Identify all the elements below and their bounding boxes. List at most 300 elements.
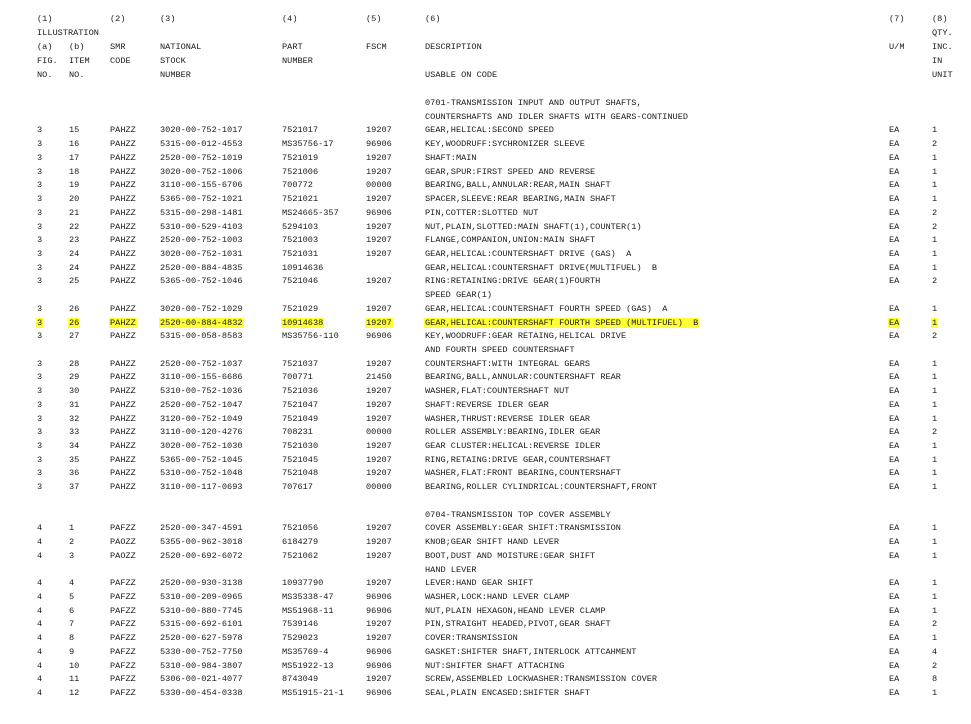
table-row bbox=[0, 552, 971, 566]
cell-fig-no: 3 bbox=[37, 386, 43, 397]
cell-part-number: 7539146 bbox=[282, 619, 319, 630]
cell-smr-code: PAHZZ bbox=[110, 262, 136, 273]
cell-quantity: 2 bbox=[932, 619, 938, 630]
header-col7-num: (7) bbox=[889, 14, 905, 24]
cell-smr-code: PAFZZ bbox=[110, 633, 136, 644]
cell-fscm: 96906 bbox=[366, 207, 392, 218]
cell-description: BOOT,DUST AND MOISTURE:GEAR SHIFT bbox=[425, 550, 596, 561]
cell-national-stock-number: 3020-00-752-1031 bbox=[160, 248, 243, 259]
cell-national-stock-number: 5330-00-454-0338 bbox=[160, 688, 243, 698]
cell-smr-code: PAOZZ bbox=[110, 537, 136, 547]
header-col3-num: (3) bbox=[160, 14, 176, 24]
table-row bbox=[0, 648, 971, 662]
header-description: DESCRIPTION bbox=[425, 42, 482, 52]
header-qty: QTY. bbox=[932, 28, 953, 38]
cell-national-stock-number: 5310-00-880-7745 bbox=[160, 605, 243, 616]
cell-smr-code: PAFZZ bbox=[110, 578, 136, 589]
cell-quantity: 1 bbox=[932, 358, 938, 369]
cell-fscm: 96906 bbox=[366, 660, 392, 671]
cell-description: 0704-TRANSMISSION TOP COVER ASSEMBLY bbox=[425, 509, 611, 520]
cell-fig-no: 4 bbox=[37, 633, 43, 644]
cell-fscm: 96906 bbox=[366, 605, 392, 616]
cell-fig-no: 3 bbox=[37, 413, 43, 424]
table-row bbox=[0, 346, 971, 360]
cell-description: LEVER:HAND GEAR SHIFT bbox=[425, 578, 534, 589]
table-row bbox=[0, 469, 971, 483]
cell-item-no: 24 bbox=[69, 248, 80, 259]
cell-description: GEAR CLUSTER:HELICAL:REVERSE IDLER bbox=[425, 441, 601, 451]
cell-quantity: 1 bbox=[932, 688, 938, 698]
cell-smr-code: PAHZZ bbox=[110, 139, 136, 150]
cell-quantity: 1 bbox=[932, 180, 938, 191]
cell-national-stock-number: 3110-00-155-6706 bbox=[160, 180, 243, 191]
table-row bbox=[0, 675, 971, 689]
cell-smr-code: PAFZZ bbox=[110, 523, 136, 534]
cell-unit-of-measure: EA bbox=[889, 358, 900, 369]
header-item: ITEM bbox=[69, 56, 90, 66]
cell-description: SPEED GEAR(1) bbox=[425, 290, 493, 301]
cell-quantity: 1 bbox=[932, 413, 938, 424]
cell-fscm: 19207 bbox=[366, 399, 392, 410]
cell-description: SPACER,SLEEVE:REAR BEARING,MAIN SHAFT bbox=[425, 194, 616, 204]
table-row bbox=[0, 154, 971, 168]
cell-quantity: 1 bbox=[932, 166, 938, 177]
cell-smr-code: PAFZZ bbox=[110, 619, 136, 630]
table-row bbox=[0, 483, 971, 497]
cell-fig-no: 4 bbox=[37, 674, 43, 685]
cell-part-number: 7521036 bbox=[282, 386, 319, 397]
cell-item-no: 21 bbox=[69, 207, 80, 218]
cell-quantity: 2 bbox=[932, 207, 938, 218]
cell-description: KEY,WOODRUFF:GEAR RETAING,HELICAL DRIVE bbox=[425, 331, 627, 342]
cell-unit-of-measure: EA bbox=[889, 139, 900, 150]
cell-unit-of-measure: EA bbox=[889, 591, 900, 602]
cell-quantity: 1 bbox=[932, 468, 938, 479]
header-fig-no: NO. bbox=[37, 70, 53, 80]
table-row bbox=[0, 415, 971, 429]
cell-unit-of-measure: EA bbox=[889, 688, 900, 698]
cell-national-stock-number: 3110-00-120-4276 bbox=[160, 427, 243, 438]
table-row bbox=[0, 332, 971, 346]
cell-description: RING:RETAINING:DRIVE GEAR(1)FOURTH bbox=[425, 276, 601, 287]
cell-quantity: 1 bbox=[932, 523, 938, 534]
table-row bbox=[0, 497, 971, 511]
cell-national-stock-number: 5365-00-752-1021 bbox=[160, 194, 243, 204]
cell-item-no: 34 bbox=[69, 441, 80, 451]
cell-fscm: 19207 bbox=[366, 454, 392, 465]
cell-item-no: 15 bbox=[69, 125, 80, 136]
cell-national-stock-number: 3020-00-752-1029 bbox=[160, 303, 243, 314]
cell-national-stock-number: 5365-00-752-1046 bbox=[160, 276, 243, 287]
cell-part-number: 7521056 bbox=[282, 523, 319, 534]
cell-unit-of-measure: EA bbox=[889, 605, 900, 616]
cell-national-stock-number: 5315-00-012-4553 bbox=[160, 139, 243, 150]
cell-part-number: 7521003 bbox=[282, 235, 319, 246]
cell-unit-of-measure: EA bbox=[889, 194, 900, 204]
cell-item-no: 28 bbox=[69, 358, 80, 369]
cell-smr-code: PAHZZ bbox=[110, 125, 136, 136]
cell-fig-no: 3 bbox=[37, 441, 43, 451]
cell-unit-of-measure: EA bbox=[889, 441, 900, 451]
cell-unit-of-measure: EA bbox=[889, 578, 900, 589]
cell-quantity: 1 bbox=[932, 248, 938, 259]
cell-unit-of-measure: EA bbox=[889, 468, 900, 479]
cell-national-stock-number: 5355-00-962-3018 bbox=[160, 537, 243, 547]
cell-smr-code: PAFZZ bbox=[110, 646, 136, 657]
cell-unit-of-measure: EA bbox=[889, 125, 900, 136]
cell-part-number: 7521049 bbox=[282, 413, 319, 424]
cell-national-stock-number: 2520-00-884-4832 bbox=[160, 317, 243, 328]
header-fscm: FSCM bbox=[366, 42, 387, 52]
table-row bbox=[0, 387, 971, 401]
cell-national-stock-number: 3020-00-752-1006 bbox=[160, 166, 243, 177]
header-inc: INC. bbox=[932, 42, 953, 52]
cell-unit-of-measure: EA bbox=[889, 262, 900, 273]
cell-description: GEAR,HELICAL:SECOND SPEED bbox=[425, 125, 554, 136]
cell-national-stock-number: 5365-00-752-1045 bbox=[160, 454, 243, 465]
cell-unit-of-measure: EA bbox=[889, 660, 900, 671]
cell-item-no: 31 bbox=[69, 399, 80, 410]
cell-smr-code: PAFZZ bbox=[110, 660, 136, 671]
cell-smr-code: PAHZZ bbox=[110, 386, 136, 397]
cell-smr-code: PAHZZ bbox=[110, 235, 136, 246]
cell-description: BEARING,BALL,ANNULAR:REAR,MAIN SHAFT bbox=[425, 180, 611, 191]
cell-quantity: 2 bbox=[932, 139, 938, 150]
header-line-3 bbox=[0, 43, 971, 57]
cell-part-number: 7521046 bbox=[282, 276, 319, 287]
cell-description: COUNTERSHAFT:WITH INTEGRAL GEARS bbox=[425, 358, 591, 369]
cell-part-number: 7521029 bbox=[282, 303, 319, 314]
cell-national-stock-number: 2520-00-752-1019 bbox=[160, 152, 243, 163]
header-col2-num: (2) bbox=[110, 14, 126, 24]
cell-item-no: 2 bbox=[69, 537, 75, 547]
cell-national-stock-number: 2520-00-627-5978 bbox=[160, 633, 243, 644]
table-row bbox=[0, 277, 971, 291]
cell-quantity: 1 bbox=[932, 125, 938, 136]
cell-description: FLANGE,COMPANION,UNION:MAIN SHAFT bbox=[425, 235, 596, 246]
cell-item-no: 1 bbox=[69, 523, 75, 534]
cell-smr-code: PAHZZ bbox=[110, 152, 136, 163]
cell-item-no: 29 bbox=[69, 372, 80, 383]
cell-item-no: 26 bbox=[69, 317, 80, 328]
cell-part-number: 7521017 bbox=[282, 125, 319, 136]
cell-quantity: 1 bbox=[932, 399, 938, 410]
cell-part-number: 8743049 bbox=[282, 674, 319, 685]
cell-unit-of-measure: EA bbox=[889, 399, 900, 410]
cell-fscm: 19207 bbox=[366, 633, 392, 644]
cell-smr-code: PAHZZ bbox=[110, 454, 136, 465]
cell-national-stock-number: 5310-00-752-1036 bbox=[160, 386, 243, 397]
table-row bbox=[0, 373, 971, 387]
cell-fscm: 96906 bbox=[366, 646, 392, 657]
table-row bbox=[0, 620, 971, 634]
cell-fscm: 19207 bbox=[366, 166, 392, 177]
cell-unit-of-measure: EA bbox=[889, 303, 900, 314]
cell-fig-no: 4 bbox=[37, 578, 43, 589]
cell-national-stock-number: 5310-00-209-0965 bbox=[160, 591, 243, 602]
cell-smr-code: PAOZZ bbox=[110, 550, 136, 561]
table-row bbox=[0, 662, 971, 676]
cell-fig-no: 3 bbox=[37, 152, 43, 163]
cell-quantity: 1 bbox=[932, 591, 938, 602]
header-line-2 bbox=[0, 29, 971, 43]
cell-smr-code: PAHZZ bbox=[110, 482, 136, 493]
cell-fscm: 19207 bbox=[366, 125, 392, 136]
cell-quantity: 1 bbox=[932, 303, 938, 314]
cell-part-number: 7521031 bbox=[282, 248, 319, 259]
cell-national-stock-number: 3020-00-752-1030 bbox=[160, 441, 243, 451]
cell-description: 0701-TRANSMISSION INPUT AND OUTPUT SHAFTS, bbox=[425, 98, 642, 108]
cell-item-no: 3 bbox=[69, 550, 75, 561]
cell-description: AND FOURTH SPEED COUNTERSHAFT bbox=[425, 345, 575, 355]
cell-fscm: 19207 bbox=[366, 441, 392, 451]
cell-fscm: 96906 bbox=[366, 591, 392, 602]
cell-smr-code: PAHZZ bbox=[110, 276, 136, 287]
cell-unit-of-measure: EA bbox=[889, 331, 900, 342]
table-row bbox=[0, 538, 971, 552]
cell-quantity: 4 bbox=[932, 646, 938, 657]
cell-description: NUT:SHIFTER SHAFT ATTACHING bbox=[425, 660, 565, 671]
cell-smr-code: PAHZZ bbox=[110, 413, 136, 424]
table-row bbox=[0, 442, 971, 456]
cell-description: WASHER,FLAT:COUNTERSHAFT NUT bbox=[425, 386, 570, 397]
cell-item-no: 5 bbox=[69, 591, 75, 602]
cell-item-no: 6 bbox=[69, 605, 75, 616]
cell-fig-no: 3 bbox=[37, 248, 43, 259]
cell-national-stock-number: 5315-00-692-6101 bbox=[160, 619, 243, 630]
header-item-no: NO. bbox=[69, 70, 85, 80]
cell-part-number: 700772 bbox=[282, 180, 313, 191]
cell-part-number: 7521037 bbox=[282, 358, 319, 369]
cell-quantity: 2 bbox=[932, 331, 938, 342]
cell-description: SCREW,ASSEMBLED LOCKWASHER:TRANSMISSION COVER bbox=[425, 674, 658, 685]
cell-national-stock-number: 3120-00-752-1049 bbox=[160, 413, 243, 424]
cell-part-number: 7521019 bbox=[282, 152, 319, 163]
cell-national-stock-number: 3020-00-752-1017 bbox=[160, 125, 243, 136]
cell-quantity: 2 bbox=[932, 221, 938, 232]
cell-description: SHAFT:MAIN bbox=[425, 152, 477, 163]
cell-item-no: 16 bbox=[69, 139, 80, 150]
cell-fig-no: 4 bbox=[37, 646, 43, 657]
cell-quantity: 1 bbox=[932, 454, 938, 465]
cell-description: SEAL,PLAIN ENCASED:SHIFTER SHAFT bbox=[425, 688, 591, 698]
cell-unit-of-measure: EA bbox=[889, 537, 900, 547]
cell-fig-no: 4 bbox=[37, 550, 43, 561]
cell-description: COVER ASSEMBLY:GEAR SHIFT:TRANSMISSION bbox=[425, 523, 621, 534]
cell-national-stock-number: 5330-00-752-7750 bbox=[160, 646, 243, 657]
cell-fscm: 19207 bbox=[366, 303, 392, 314]
cell-quantity: 2 bbox=[932, 660, 938, 671]
header-col8-num: (8) bbox=[932, 14, 948, 24]
cell-quantity: 2 bbox=[932, 276, 938, 287]
cell-unit-of-measure: EA bbox=[889, 386, 900, 397]
cell-smr-code: PAFZZ bbox=[110, 605, 136, 616]
cell-fig-no: 3 bbox=[37, 372, 43, 383]
cell-unit-of-measure: EA bbox=[889, 413, 900, 424]
cell-quantity: 1 bbox=[932, 386, 938, 397]
cell-fscm: 19207 bbox=[366, 468, 392, 479]
header-col1-num: (1) bbox=[37, 14, 53, 24]
cell-description: SHAFT:REVERSE IDLER GEAR bbox=[425, 399, 549, 410]
header-unit: UNIT bbox=[932, 70, 953, 80]
cell-description: KNOB;GEAR SHIFT HAND LEVER bbox=[425, 537, 560, 547]
cell-smr-code: PAHZZ bbox=[110, 207, 136, 218]
header-b: (b) bbox=[69, 42, 85, 52]
cell-part-number: MS24665-357 bbox=[282, 207, 339, 218]
header-um: U/M bbox=[889, 42, 905, 52]
cell-unit-of-measure: EA bbox=[889, 248, 900, 259]
cell-unit-of-measure: EA bbox=[889, 221, 900, 232]
table-row bbox=[0, 566, 971, 580]
cell-smr-code: PAHZZ bbox=[110, 331, 136, 342]
cell-part-number: 7521062 bbox=[282, 550, 319, 561]
cell-fig-no: 3 bbox=[37, 399, 43, 410]
cell-national-stock-number: 2520-00-692-6072 bbox=[160, 550, 243, 561]
table-row bbox=[0, 607, 971, 621]
cell-fscm: 19207 bbox=[366, 317, 392, 328]
cell-part-number: 7521021 bbox=[282, 194, 319, 204]
cell-national-stock-number: 5315-00-298-1481 bbox=[160, 207, 243, 218]
cell-item-no: 4 bbox=[69, 578, 75, 589]
header-line-4 bbox=[0, 57, 971, 71]
cell-quantity: 1 bbox=[932, 537, 938, 547]
cell-fig-no: 3 bbox=[37, 180, 43, 191]
cell-description: RING,RETAING:DRIVE GEAR,COUNTERSHAFT bbox=[425, 454, 611, 465]
cell-fscm: 19207 bbox=[366, 235, 392, 246]
header-smr: SMR bbox=[110, 42, 126, 52]
table-row bbox=[0, 360, 971, 374]
cell-fig-no: 4 bbox=[37, 619, 43, 630]
cell-quantity: 1 bbox=[932, 235, 938, 246]
cell-item-no: 8 bbox=[69, 633, 75, 644]
table-row bbox=[0, 524, 971, 538]
cell-national-stock-number: 5306-00-021-4077 bbox=[160, 674, 243, 685]
cell-fscm: 96906 bbox=[366, 331, 392, 342]
header-usable-on-code: USABLE ON CODE bbox=[425, 70, 498, 80]
cell-item-no: 37 bbox=[69, 482, 80, 493]
cell-smr-code: PAHZZ bbox=[110, 399, 136, 410]
cell-national-stock-number: 5310-00-529-4103 bbox=[160, 221, 243, 232]
cell-description: PIN,STRAIGHT HEADED,PIVOT,GEAR SHAFT bbox=[425, 619, 611, 630]
table-row bbox=[0, 291, 971, 305]
cell-description: KEY,WOODRUFF:SYCHRONIZER SLEEVE bbox=[425, 139, 585, 150]
cell-item-no: 11 bbox=[69, 674, 80, 685]
cell-smr-code: PAFZZ bbox=[110, 688, 136, 698]
cell-item-no: 36 bbox=[69, 468, 80, 479]
cell-fig-no: 3 bbox=[37, 194, 43, 204]
cell-fscm: 19207 bbox=[366, 537, 392, 547]
cell-fscm: 19207 bbox=[366, 358, 392, 369]
table-row bbox=[0, 456, 971, 470]
cell-national-stock-number: 5310-00-984-3807 bbox=[160, 660, 243, 671]
cell-smr-code: PAHZZ bbox=[110, 468, 136, 479]
cell-item-no: 24 bbox=[69, 262, 80, 273]
header-line-column-numbers bbox=[0, 15, 971, 29]
cell-part-number: MS35756-17 bbox=[282, 139, 334, 150]
cell-quantity: 1 bbox=[932, 152, 938, 163]
header-col5-num: (5) bbox=[366, 14, 382, 24]
cell-fig-no: 4 bbox=[37, 605, 43, 616]
cell-fig-no: 3 bbox=[37, 262, 43, 273]
cell-description: ROLLER ASSEMBLY:BEARING,IDLER GEAR bbox=[425, 427, 601, 438]
table-row bbox=[0, 99, 971, 113]
cell-fig-no: 3 bbox=[37, 427, 43, 438]
cell-description: GEAR,HELICAL:COUNTERSHAFT DRIVE(MULTIFUEL) B bbox=[425, 262, 658, 273]
cell-part-number: 5294103 bbox=[282, 221, 319, 232]
cell-part-number: 708231 bbox=[282, 427, 313, 438]
cell-item-no: 22 bbox=[69, 221, 80, 232]
cell-fig-no: 4 bbox=[37, 523, 43, 534]
cell-item-no: 20 bbox=[69, 194, 80, 204]
cell-smr-code: PAHZZ bbox=[110, 194, 136, 204]
table-row bbox=[0, 593, 971, 607]
cell-fig-no: 4 bbox=[37, 591, 43, 602]
cell-unit-of-measure: EA bbox=[889, 317, 900, 328]
cell-quantity: 1 bbox=[932, 633, 938, 644]
cell-national-stock-number: 2520-00-884-4835 bbox=[160, 262, 243, 273]
cell-part-number: 7521045 bbox=[282, 454, 319, 465]
cell-part-number: 10914638 bbox=[282, 317, 324, 328]
cell-unit-of-measure: EA bbox=[889, 235, 900, 246]
cell-fig-no: 3 bbox=[37, 166, 43, 177]
cell-item-no: 27 bbox=[69, 331, 80, 342]
cell-description: NUT,PLAIN HEXAGON,HEAND LEVER CLAMP bbox=[425, 605, 606, 616]
table-row bbox=[0, 319, 971, 333]
table-row bbox=[0, 195, 971, 209]
cell-item-no: 7 bbox=[69, 619, 75, 630]
cell-smr-code: PAHZZ bbox=[110, 303, 136, 314]
table-row bbox=[0, 126, 971, 140]
cell-national-stock-number: 5310-00-752-1048 bbox=[160, 468, 243, 479]
cell-item-no: 33 bbox=[69, 427, 80, 438]
cell-item-no: 35 bbox=[69, 454, 80, 465]
cell-fscm: 00000 bbox=[366, 180, 392, 191]
cell-description: GEAR,HELICAL:COUNTERSHAFT DRIVE (GAS) A bbox=[425, 248, 632, 259]
cell-part-number: 707617 bbox=[282, 482, 313, 493]
cell-fscm: 19207 bbox=[366, 674, 392, 685]
cell-national-stock-number: 3110-00-155-6686 bbox=[160, 372, 243, 383]
cell-fig-no: 3 bbox=[37, 207, 43, 218]
table-row bbox=[0, 689, 971, 703]
cell-part-number: 7521047 bbox=[282, 399, 319, 410]
cell-quantity: 1 bbox=[932, 578, 938, 589]
table-row bbox=[0, 209, 971, 223]
cell-fscm: 00000 bbox=[366, 427, 392, 438]
cell-unit-of-measure: EA bbox=[889, 482, 900, 493]
cell-part-number: MS35769-4 bbox=[282, 646, 329, 657]
cell-unit-of-measure: EA bbox=[889, 166, 900, 177]
cell-description: GEAR,HELICAL:COUNTERSHAFT FOURTH SPEED (MULTIFUEL) B bbox=[425, 317, 699, 328]
cell-part-number: 6184279 bbox=[282, 537, 319, 547]
cell-item-no: 25 bbox=[69, 276, 80, 287]
cell-smr-code: PAHZZ bbox=[110, 372, 136, 383]
table-row bbox=[0, 264, 971, 278]
cell-fscm: 21450 bbox=[366, 372, 392, 383]
cell-description: PIN,COTTER:SLOTTED NUT bbox=[425, 207, 539, 218]
cell-description: HAND LEVER bbox=[425, 564, 477, 575]
cell-item-no: 19 bbox=[69, 180, 80, 191]
cell-smr-code: PAHZZ bbox=[110, 221, 136, 232]
header-national: NATIONAL bbox=[160, 42, 202, 52]
cell-unit-of-measure: EA bbox=[889, 674, 900, 685]
cell-fscm: 19207 bbox=[366, 578, 392, 589]
cell-unit-of-measure: EA bbox=[889, 276, 900, 287]
cell-smr-code: PAHZZ bbox=[110, 358, 136, 369]
cell-fscm: 96906 bbox=[366, 139, 392, 150]
header-in: IN bbox=[932, 56, 943, 66]
header-code: CODE bbox=[110, 56, 131, 66]
table-row bbox=[0, 168, 971, 182]
